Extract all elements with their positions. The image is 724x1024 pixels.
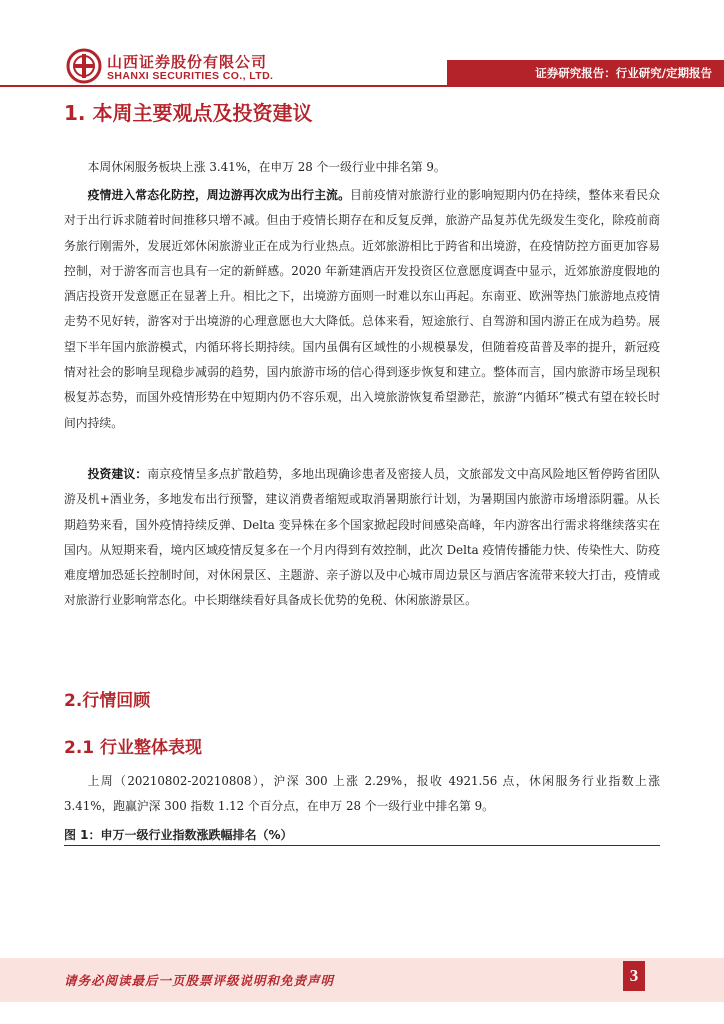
page-header: [0, 0, 724, 92]
section-2-title: 2.行情回顾: [64, 691, 151, 711]
page-number: 3: [623, 961, 645, 991]
report-type-label: 证券研究报告：行业研究/定期报告: [535, 66, 712, 80]
figure-caption-divider: [64, 845, 660, 846]
investment-advice-body: 南京疫情呈多点扩散趋势，多地出现确诊患者及密接人员，文旅部发文中高风险地区暂停跨省团队游及机+酒业务，多地发布出行预警，建议消费者缩短或取消暑期旅行计划，为暑期国内旅游市场增添阴霾。从长期趋势来看，国外疫情持续反弹、Delta 变异株在多个国家掀起段时间感染高峰，年内游客出行需求将继续落实在国内。从短期来看，境内区域疫情反复多在一个月内得到有效控制，此次 Delta 疫情传播能力快、传染性大、防疫难度增加恐延长控制时间，对休闲景区、主题游、亲子游以及中心城市周边景区与酒店客流带来较大打击，疫情或对旅游行业影响常态化。中长期继续看好具备成长优势的免税、休闲旅游景区。: [64, 467, 660, 608]
report-type-banner: [447, 60, 724, 85]
section-1-title: 1. 本周主要观点及投资建议: [64, 101, 313, 125]
paragraph-2-lead: 疫情进入常态化防控，周边游再次成为出行主流。: [87, 188, 350, 202]
company-name-en: SHANXI SECURITIES CO., LTD.: [107, 70, 274, 82]
section-2-1-title: 2.1 行业整体表现: [64, 738, 203, 758]
header-divider: [0, 85, 724, 87]
section-2-paragraph-1: 上周（20210802-20210808），沪深 300 上涨 2.29%，报收 4921.56 点，休闲服务行业指数上涨 3.41%，跑赢沪深 300 指数 1.12 个百分点，在申万 28 个一级行业中排名第 9。: [64, 774, 660, 814]
investment-advice-paragraph: [64, 462, 660, 614]
disclaimer-text: 请务必阅读最后一页股票评级说明和免责声明: [64, 973, 335, 988]
section-1-paragraph-1: 本周休闲服务板块上涨 3.41%，在申万 28 个一级行业中排名第 9。: [87, 160, 446, 174]
page-footer: [0, 958, 724, 1002]
investment-advice-lead: 投资建议：: [87, 467, 148, 481]
paragraph-2-body: 目前疫情对旅游行业的影响短期内仍在持续，整体来看民众对于出行诉求随着时间推移只增不减。但由于疫情长期存在和反复反弹，旅游产品复苏优先级发生变化，除疫前商务旅行刚需外，发展近郊休闲旅游业正在成为行业热点。近郊旅游相比于跨省和出境游，在疫情防控方面更加容易控制，对于游客而言也具有一定的新鲜感。2020 年新建酒店开发投资区位意愿度调查中显示，近郊旅游度假地的酒店投资开发意愿正在显著上升。相比之下，出境游方面则一时难以东山再起。东南亚、欧洲等热门旅游地点疫情走势不见好转，游客对于出境游的心理意愿也大大降低。总体来看，短途旅行、自驾游和国内游正在成为趋势。展望下半年国内旅游模式，内循环将长期持续。国内虽偶有区域性的小规模暴发，但随着疫苗普及率的提升，新冠疫情对社会的影响呈现稳步减弱的趋势，国内旅游市场的信心得到逐步恢复和建立。整体而言，国内旅游市场呈现积极复苏态势，而国外疫情形势在中短期内仍不容乐观，出入境旅游恢复希望渺茫，旅游“内循环”模式有望在较长时间内持续。: [64, 188, 660, 430]
section-1-paragraph-2: [64, 183, 660, 436]
company-name-cn: 山西证券股份有限公司: [107, 53, 268, 71]
company-logo-icon: [66, 48, 102, 84]
figure-1-caption: 图 1：申万一级行业指数涨跌幅排名（%）: [64, 828, 293, 842]
